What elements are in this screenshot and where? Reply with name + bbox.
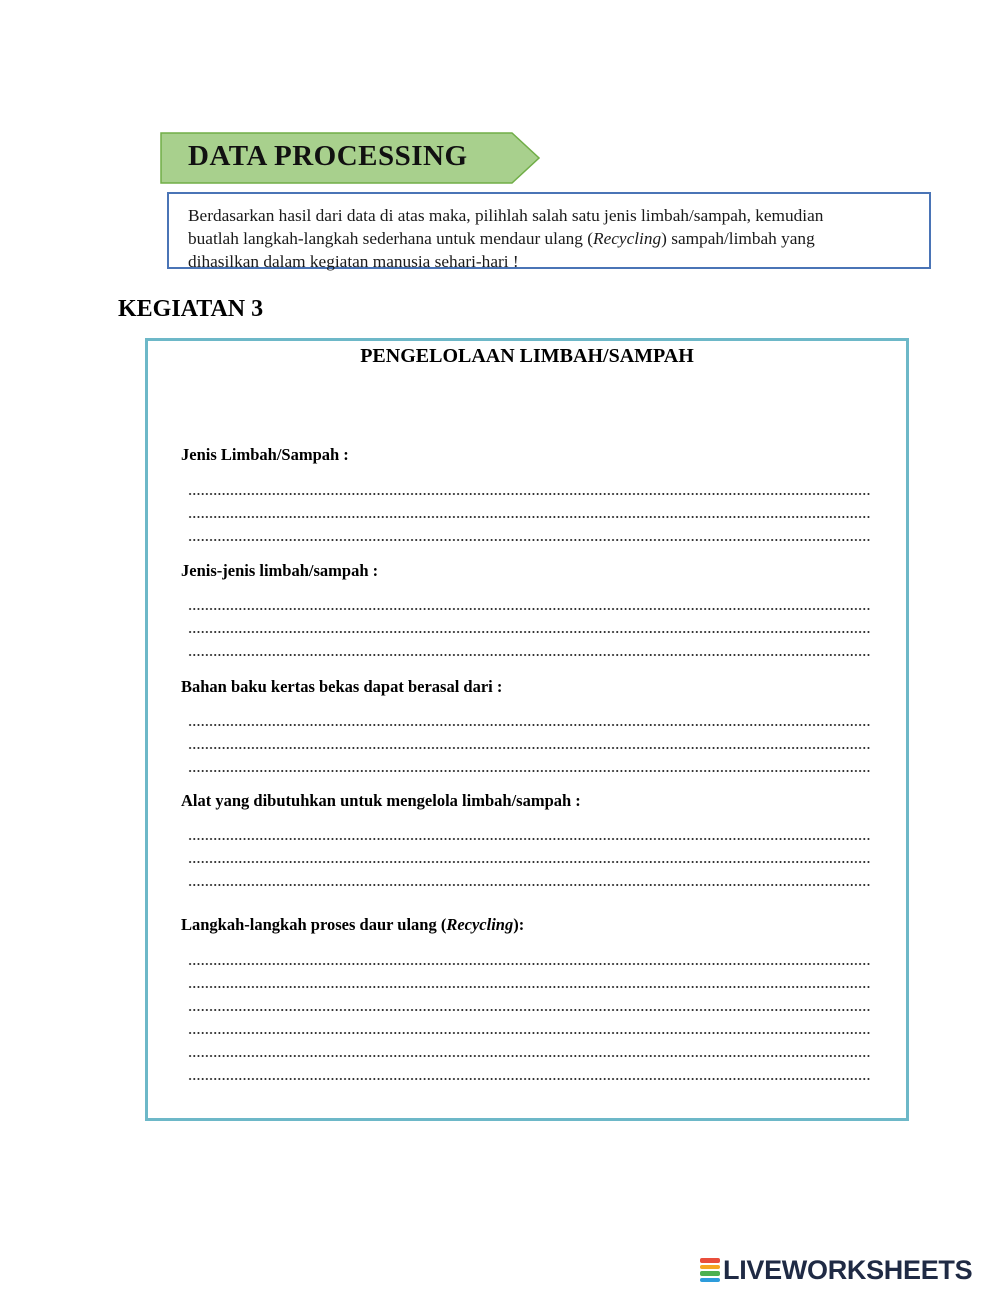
instruction-line [188,227,929,250]
logo-blocks-icon [700,1257,720,1283]
instruction-line: Berdasarkan hasil dari data di atas maka, pilihlah salah satu jenis limbah/sampah, kemudian [188,206,824,225]
activity-heading: KEGIATAN 3 [118,296,264,322]
instruction-text: buatlah langkah-langkah sederhana untuk mendaur ulang ( [188,229,594,248]
worksheet-form [145,338,909,1121]
answer-line[interactable] [188,1032,871,1034]
answer-line[interactable] [188,838,871,840]
instruction-text: ) sampah/limbah yang [661,229,815,248]
answer-line[interactable] [188,493,871,495]
answer-line[interactable] [188,654,871,656]
logo-text: LIVEWORKSHEETS [723,1254,973,1285]
answer-line[interactable] [188,516,871,518]
answer-line[interactable] [188,1009,871,1011]
answer-line[interactable] [188,986,871,988]
answer-line[interactable] [188,631,871,633]
question-label: Jenis Limbah/Sampah : [181,445,349,464]
logo-block [700,1258,720,1263]
form-title: PENGELOLAAN LIMBAH/SAMPAH [360,345,694,367]
instruction-line: dihasilkan dalam kegiatan manusia sehari-hari ! [188,252,519,271]
answer-line[interactable] [188,539,871,541]
question-italic: Recycling [446,915,514,934]
answer-line[interactable] [188,724,871,726]
logo-block [700,1271,720,1276]
answer-line[interactable] [188,963,871,965]
question-text: ): [513,915,525,934]
instructions-box [167,192,931,269]
question-text: Langkah-langkah proses daur ulang ( [181,915,447,934]
instruction-italic: Recycling [593,229,662,248]
answer-line[interactable] [188,608,871,610]
logo-block [700,1278,720,1283]
answer-line[interactable] [188,1055,871,1057]
answer-line[interactable] [188,770,871,772]
logo-block [700,1265,720,1270]
banner-title: DATA PROCESSING [188,140,468,172]
answer-line[interactable] [188,861,871,863]
question-label: Alat yang dibutuhkan untuk mengelola limbah/sampah : [181,791,581,810]
answer-line[interactable] [188,1078,871,1080]
question-label: Jenis-jenis limbah/sampah : [181,561,379,580]
question-label: Bahan baku kertas bekas dapat berasal dari : [181,677,503,696]
section-banner [160,132,540,184]
answer-line[interactable] [188,884,871,886]
answer-line[interactable] [188,747,871,749]
question-label [181,915,524,935]
liveworksheets-logo [700,1256,972,1284]
